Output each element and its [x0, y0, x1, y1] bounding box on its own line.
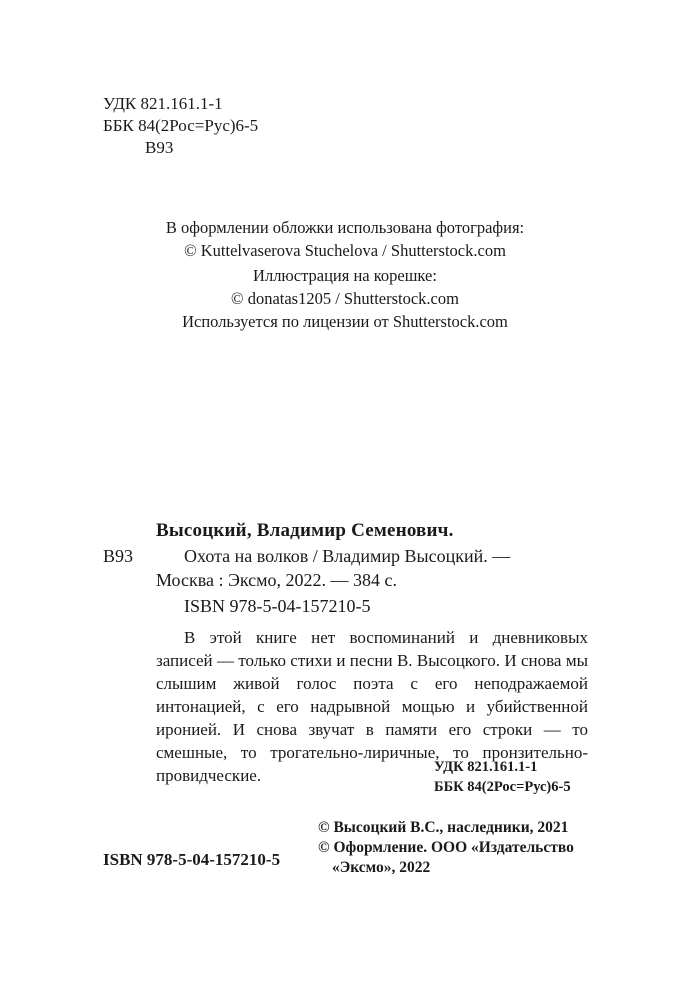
cover-credit: © Kuttelvaserova Stuchelova / Shutterstock.com [184, 241, 506, 260]
author-mark: В93 [145, 138, 174, 157]
copyright-publisher: «Эксмо», 2022 [332, 859, 431, 876]
annotation-text: В этой книге нет воспоминаний и дневниковых записей — только стихи и песни В. Высоцкого. И снова мы слышим живой голос поэта с его неподражаемой интонацией, с его надрывной мощью и убийственной иронией. И снова звучат в памяти его строки — то смешные, то трогательно-лиричные, то пронзительно-провидческие. [156, 628, 588, 785]
udk-code: УДК 821.161.1-1 [103, 94, 223, 113]
bibliography-title: Охота на волков / Владимир Высоцкий. — [184, 546, 511, 566]
isbn-bottom: ISBN 978-5-04-157210-5 [103, 850, 281, 869]
right-bbk-code: ББК 84(2Рос=Рус)6-5 [434, 779, 571, 795]
copyright-heirs: © Высоцкий В.С., наследники, 2021 [318, 819, 569, 836]
cover-photo-credits [0, 216, 686, 262]
spine-caption: Иллюстрация на корешке: [253, 266, 437, 285]
bibliography-author-mark: В93 [103, 546, 134, 566]
cover-caption: В оформлении обложки использована фотография: [165, 218, 525, 237]
bibliography-author: Высоцкий, Владимир Семенович. [156, 520, 454, 541]
copyright-design: © Оформление. ООО «Издательство [318, 839, 574, 856]
spine-credit: © donatas1205 / Shutterstock.com [231, 289, 459, 308]
bbk-code: ББК 84(2Рос=Рус)6-5 [103, 116, 259, 135]
bibliography-record [156, 544, 586, 592]
spine-illustration-credits [0, 264, 686, 333]
license-note: Используется по лицензии от Shutterstock.com [182, 312, 508, 331]
right-udk-code: УДК 821.161.1-1 [434, 759, 538, 775]
copyright-block [318, 818, 574, 878]
bibliography-isbn: ISBN 978-5-04-157210-5 [184, 596, 371, 616]
right-classification-codes [434, 757, 571, 797]
bibliography-publisher: Москва : Эксмо, 2022. — 384 с. [156, 570, 398, 590]
top-classification-codes [103, 93, 258, 159]
